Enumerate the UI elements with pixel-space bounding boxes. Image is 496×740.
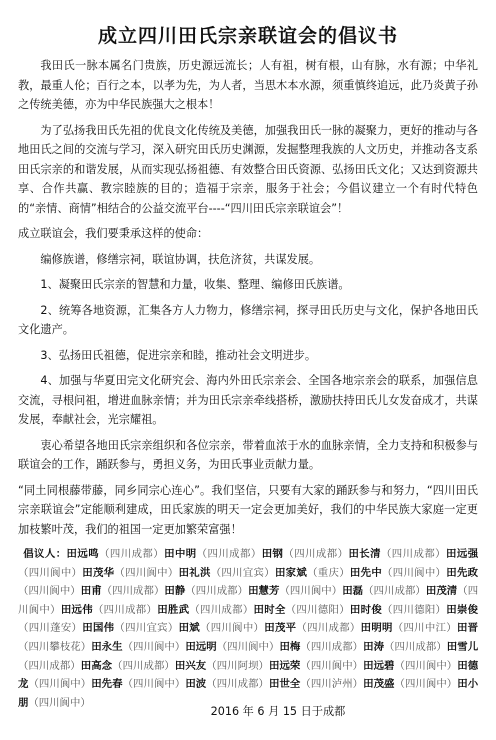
signatory-name: 田长清 [348, 548, 381, 560]
signatory-location: （四川阆中） [200, 622, 265, 635]
signatory-location: （四川中江） [392, 622, 457, 635]
signatories-block [18, 545, 478, 712]
mission-item-2: 2、统筹各地资源，汇集各方人力物力，修缮宗祠，探寻田氏历史与文化，保护各地田氏文化遗产。 [18, 303, 478, 336]
signatory-location: （四川成都） [363, 585, 426, 598]
signatory-location: （四川阆中） [382, 566, 447, 579]
signatory-location: （四川阆中） [394, 678, 458, 691]
signatory-name: 田家斌 [274, 566, 308, 579]
signatory-name: 田甫 [80, 585, 102, 598]
signatory-location: （四川阆中） [28, 678, 92, 691]
signatory-name: 田梅 [279, 640, 301, 653]
signatory-name: 田礼洪 [178, 566, 211, 579]
document-date: 2016 年 6 月 15 日于成都 [210, 705, 346, 718]
signatory-location: （四川宜宾） [210, 566, 275, 579]
signatory-name: 田远伟 [60, 603, 93, 616]
signatory-name: 田世全 [269, 678, 301, 691]
signatory-name: 田涛 [363, 640, 385, 653]
signatory-location: （四川成都） [18, 659, 81, 672]
signatory-name: 田静 [164, 585, 186, 598]
signatory-location: （四川德阳） [285, 603, 350, 616]
signatory-location: （四川成都） [384, 640, 447, 653]
signatory-location: （四川成都） [99, 548, 165, 560]
signatory-name: 田中明 [164, 548, 197, 560]
signatory-name: 田崇俊 [446, 603, 479, 616]
signatory-name: 田斌 [178, 622, 201, 635]
signatory-name: 田时全 [253, 603, 286, 616]
signatory-name: 田胜武 [157, 603, 190, 616]
signatory-location: （四川阿坝） [206, 659, 269, 672]
signatory-location: （重庆） [307, 566, 350, 579]
signatory-name: 田慧芳 [248, 585, 280, 598]
signatory-location: （四川阆中） [18, 585, 479, 616]
mission-item-1: 1、凝聚田氏宗亲的智慧和力量，收集、整理、编修田氏族谱。 [40, 278, 350, 291]
signatory-location: （四川成都） [380, 548, 447, 560]
signatories-label: 倡议人： [23, 548, 67, 560]
signatory-location: （四川阆中） [394, 659, 458, 672]
mission-item-3: 3、弘扬田氏祖德，促进宗亲和睦，推动社会文明进步。 [40, 348, 317, 362]
signatory-name: 田远碧 [363, 659, 395, 672]
signatory-location: （四川德阳） [382, 603, 447, 616]
signatory-location: （四川成都） [185, 585, 249, 598]
signatory-location: （四川成都） [189, 603, 254, 616]
signatory-name: 田晋 [456, 622, 479, 635]
signatory-location: （四川阆中） [122, 678, 186, 691]
mission-heading: 成立联谊会，我们要秉承这样的使命： [18, 227, 209, 240]
signatory-name: 田茂盛 [363, 678, 395, 691]
signatory-name: 田远明 [185, 640, 217, 653]
signatory-name: 田时俊 [349, 603, 383, 616]
signatory-name: 田远强 [446, 548, 479, 560]
document-title: 成立四川田氏宗亲联谊会的倡议书 [97, 25, 398, 47]
signatory-location: （四川阆中） [114, 566, 179, 579]
signatory-location: （四川阆中） [279, 585, 343, 598]
signatory-name: 田远荣 [269, 659, 301, 672]
signatory-name: 田小朋 [18, 678, 479, 709]
signatory-location: （四川阆中） [216, 640, 280, 653]
signatory-name: 田磊 [342, 585, 364, 598]
signatory-name: 田波 [185, 678, 207, 691]
signatory-location: （四川阆中） [18, 585, 81, 598]
signatory-location: （四川成都） [283, 548, 349, 560]
signatory-name: 田雪儿 [446, 640, 479, 653]
signatory-location: （四川宜宾） [114, 622, 179, 635]
intro-paragraph: 我田氏一脉本属名门贵族，历史源远流长；人有祖，树有根，山有脉，水有源；中华礼教，最重人伦；百行之本，以孝为先，为人者，当思木本水源，须重慎终追远，此乃炎黄子孙之传统美德，亦为中华民族强大之根本！ [18, 59, 478, 111]
signatory-name: 田永生 [91, 640, 123, 653]
signatory-location: （四川成都） [92, 603, 158, 616]
signatory-name: 田钢 [261, 548, 284, 560]
purpose-paragraph: 为了弘扬我田氏先祖的优良文化传统及美德，加强我田氏一脉的凝聚力，更好的推动与各地田氏之间的交流与学习，深入研究田氏历史渊源，发掘整理我族的人文历史，并推动各支系田氏宗亲的和谐发展，从而实现弘扬祖德、有效整合田氏资源、弘扬田氏文化；又达到资源共享、合作共赢、教宗睦族的目的；造福于宗亲，服务于社会；今倡议建立一个有时代特色的“亲情、商情”相结合的公益交流平台----“四川田氏宗亲联谊会”！ [18, 123, 478, 215]
signatory-location: （四川阆中） [122, 640, 186, 653]
signatory-location: （四川成都） [101, 585, 165, 598]
signatory-name: 田先政 [446, 566, 479, 579]
signatory-name: 田先春 [91, 678, 123, 691]
signatory-location: （四川攀枝花） [18, 640, 92, 653]
signatory-name: 田先中 [349, 566, 383, 579]
mission-summary: 编修族谱，修缮宗祠，联谊协调，扶危济贫，共谋发展。 [40, 252, 321, 266]
signatory-name: 田茂华 [82, 566, 115, 579]
signatory-name: 田远鸣 [66, 548, 100, 560]
signatory-name: 田国伟 [82, 622, 115, 635]
signatory-location: （四川阆中） [28, 696, 91, 709]
signatory-location: （四川阆中） [300, 659, 364, 672]
signatory-location: （四川阆中） [18, 566, 83, 579]
signatory-location: （四川成都） [300, 640, 364, 653]
mission-item-4: 4、加强与华夏田完文化研究会、海内外田氏宗亲会、全国各地宗亲会的联系，加强信息交流，寻根问祖，增进血脉亲情；并为田氏宗亲牵线搭桥，激励扶持田氏儿女发奋成才，共谋发展，奉献社会，光宗耀祖。 [18, 374, 478, 426]
signatory-name: 田茂平 [264, 622, 297, 635]
appeal-paragraph: 衷心希望各地田氏宗亲组织和各位宗亲，带着血浓于水的血脉亲情，全力支持和积极参与联谊会的工作，踊跃参与，勇担义务，为田氏事业贡献力量。 [18, 438, 478, 471]
signatory-location: （四川泸州） [300, 678, 364, 691]
signatory-name: 田德龙 [18, 659, 479, 691]
closing-paragraph: “同土同根藤带藤，同乡同宗心连心”。我们坚信，只要有大家的踊跃参与和努力，“四川田氏宗亲联谊会”定能顺利建成，田氏家族的明天一定会更加美好，我们的中华民族大家庭一定更加枝繁叶茂，我们的祖国一定更加繁荣富强！ [18, 483, 478, 536]
signatory-location: （四川蓬安） [18, 622, 83, 635]
signatory-location: （四川成都） [112, 659, 175, 672]
signatory-name: 田明明 [360, 622, 393, 635]
signatory-location: （四川成都） [296, 622, 361, 635]
signatory-name: 田兴友 [174, 659, 207, 672]
signatory-location: （四川成都） [196, 548, 262, 560]
signatory-location: （四川成都） [206, 678, 270, 691]
signatory-name: 田茂清 [425, 585, 458, 598]
signatory-name: 田高念 [80, 659, 113, 672]
